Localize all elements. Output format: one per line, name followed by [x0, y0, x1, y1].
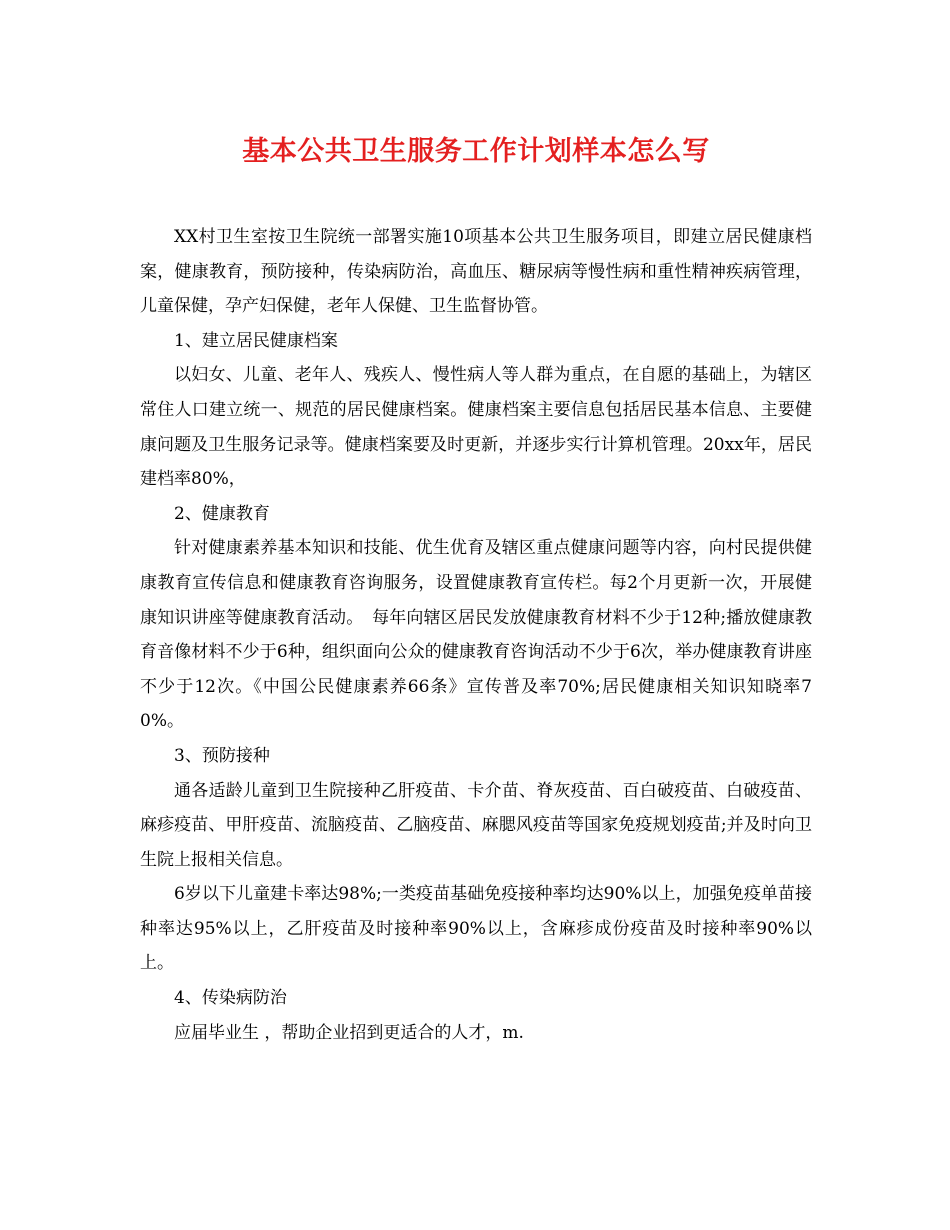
vaccination-rates-paragraph: 6岁以下儿童建卡率达98%;一类疫苗基础免疫接种率均达90%以上，加强免疫单苗接种率达95%以上，乙肝疫苗及时接种率90%以上，含麻疹成份疫苗及时接种率90%以上。	[140, 884, 812, 974]
section-heading-health-education: 2、健康教育	[174, 503, 270, 524]
vaccination-paragraph: 通各适龄儿童到卫生院接种乙肝疫苗、卡介苗、脊灰疫苗、百白破疫苗、白破疫苗、麻疹疫苗、甲肝疫苗、流脑疫苗、乙脑疫苗、麻腮风疫苗等国家免疫规划疫苗;并及时向卫生院上报相关信息。	[140, 780, 812, 870]
intro-paragraph: XX村卫生室按卫生院统一部署实施10项基本公共卫生服务项目，即建立居民健康档案，健康教育，预防接种，传染病防治，高血压、糖尿病等慢性病和重性精神疾病管理，儿童保健，孕产妇保健，老年人保健、卫生监督协管。	[140, 227, 812, 317]
section-heading-infectious-disease: 4、传染病防治	[174, 988, 287, 1009]
section-heading-vaccination: 3、预防接种	[174, 745, 270, 766]
document-body	[140, 220, 812, 1050]
document-title: 基本公共卫生服务工作计划样本怎么写	[242, 136, 710, 167]
section-heading-health-records: 1、建立居民健康档案	[174, 330, 338, 351]
health-education-paragraph: 针对健康素养基本知识和技能、优生优育及辖区重点健康问题等内容，向村民提供健康教育宣传信息和健康教育咨询服务，设置健康教育宣传栏。每2个月更新一次，开展健康知识讲座等健康教育活动。 每年向辖区居民发放健康教育材料不少于12种;播放健康教育音像材料不少于6种，组织面向公众的健康教育咨询活动不少于6次，举办健康教育讲座不少于12次。《中国公民健康素养66条》宣传普及率70%;居民健康相关知识知晓率70%。	[140, 538, 812, 732]
health-records-paragraph: 以妇女、儿童、老年人、残疾人、慢性病人等人群为重点，在自愿的基础上，为辖区常住人口建立统一、规范的居民健康档案。健康档案主要信息包括居民基本信息、主要健康问题及卫生服务记录等。健康档案要及时更新，并逐步实行计算机管理。20xx年，居民建档率80%，	[140, 365, 812, 490]
closing-paragraph: 应届毕业生 ，帮助企业招到更适合的人才，m.	[174, 1022, 524, 1043]
